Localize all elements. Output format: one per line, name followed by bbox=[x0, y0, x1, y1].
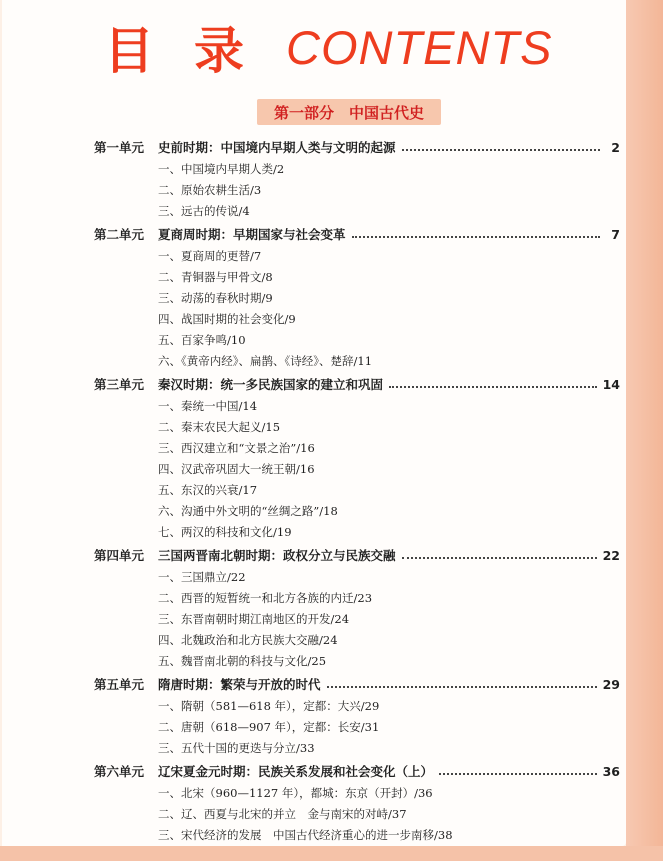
lesson-entry[interactable]: 三、宋代经济的发展 中国古代经济重心的进一步南移/38 bbox=[158, 828, 453, 842]
lesson-entry[interactable]: 二、辽、西夏与北宋的并立 金与南宋的对峙/37 bbox=[158, 807, 407, 821]
unit-heading[interactable] bbox=[94, 672, 620, 696]
table-of-contents bbox=[94, 135, 620, 846]
unit-title: 秦汉时期：统一多民族国家的建立和巩固 bbox=[158, 377, 384, 392]
unit-page-number: 7 bbox=[611, 226, 620, 242]
page-edge-bottom bbox=[0, 846, 663, 861]
unit-page-number: 2 bbox=[611, 139, 620, 155]
unit-label: 第五单元 bbox=[94, 677, 145, 692]
lesson-entry[interactable]: 三、五代十国的更迭与分立/33 bbox=[158, 741, 315, 755]
lesson-entry[interactable]: 一、北宋（960—1127 年），都城：东京（开封）/36 bbox=[158, 786, 433, 800]
title-english: CONTENTS bbox=[286, 20, 553, 74]
lesson-entry[interactable]: 六、沟通中外文明的“丝绸之路”/18 bbox=[158, 504, 338, 518]
unit-title: 辽宋夏金元时期：民族关系发展和社会变化（上） bbox=[158, 764, 434, 779]
lesson-entry[interactable]: 三、东晋南朝时期江南地区的开发/24 bbox=[158, 612, 350, 626]
unit-heading[interactable] bbox=[94, 372, 620, 396]
dot-leader bbox=[389, 386, 597, 388]
unit-heading[interactable] bbox=[94, 222, 620, 246]
lesson-entry[interactable]: 二、青铜器与甲骨文/8 bbox=[158, 270, 273, 284]
dot-leader bbox=[439, 773, 597, 775]
unit-page-number: 22 bbox=[602, 547, 620, 563]
dot-leader bbox=[402, 557, 597, 559]
lesson-entry[interactable]: 二、原始农耕生活/3 bbox=[158, 183, 262, 197]
unit-heading[interactable] bbox=[94, 759, 620, 783]
lesson-entry[interactable]: 四、战国时期的社会变化/9 bbox=[158, 312, 296, 326]
lesson-entry[interactable]: 四、北魏政治和北方民族大交融/24 bbox=[158, 633, 338, 647]
unit-label: 第一单元 bbox=[94, 140, 145, 155]
unit-page-number: 14 bbox=[602, 376, 620, 392]
unit-title: 三国两晋南北朝时期：政权分立与民族交融 bbox=[158, 548, 396, 563]
dot-leader bbox=[327, 686, 597, 688]
unit-page-number: 36 bbox=[602, 763, 620, 779]
lesson-entry[interactable]: 五、百家争鸣/10 bbox=[158, 333, 246, 347]
unit-heading[interactable] bbox=[94, 135, 620, 159]
lesson-entry[interactable]: 一、秦统一中国/14 bbox=[158, 399, 258, 413]
page-title bbox=[104, 16, 553, 78]
unit-title: 隋唐时期：繁荣与开放的时代 bbox=[158, 677, 321, 692]
dot-leader bbox=[402, 149, 600, 151]
unit-heading[interactable] bbox=[94, 543, 620, 567]
unit-title: 史前时期：中国境内早期人类与文明的起源 bbox=[158, 140, 396, 155]
lesson-entry[interactable]: 六、《黄帝内经》、扁鹊、《诗经》、楚辞/11 bbox=[158, 354, 373, 368]
lesson-entry[interactable]: 二、西晋的短暂统一和北方各族的内迁/23 bbox=[158, 591, 373, 605]
lesson-entry[interactable]: 一、中国境内早期人类/2 bbox=[158, 162, 285, 176]
lesson-entry[interactable]: 二、秦末农民大起义/15 bbox=[158, 420, 281, 434]
lesson-entry[interactable]: 三、远古的传说/4 bbox=[158, 204, 250, 218]
unit-label: 第二单元 bbox=[94, 227, 145, 242]
part-heading: 第一部分 中国古代史 bbox=[257, 99, 441, 125]
lesson-entry[interactable]: 七、两汉的科技和文化/19 bbox=[158, 525, 292, 539]
unit-label: 第四单元 bbox=[94, 548, 145, 563]
lesson-entry[interactable]: 二、唐朝（618—907 年），定都：长安/31 bbox=[158, 720, 380, 734]
unit-label: 第三单元 bbox=[94, 377, 145, 392]
lesson-entry[interactable]: 三、动荡的春秋时期/9 bbox=[158, 291, 273, 305]
unit-label: 第六单元 bbox=[94, 764, 145, 779]
page-edge-right bbox=[626, 0, 663, 861]
lesson-entry[interactable]: 五、魏晋南北朝的科技与文化/25 bbox=[158, 654, 327, 668]
lesson-entry[interactable]: 一、三国鼎立/22 bbox=[158, 570, 246, 584]
lesson-entry[interactable]: 一、隋朝（581—618 年），定都：大兴/29 bbox=[158, 699, 380, 713]
lesson-entry[interactable]: 四、汉武帝巩固大一统王朝/16 bbox=[158, 462, 315, 476]
dot-leader bbox=[352, 236, 600, 238]
title-chinese: 目录 bbox=[104, 22, 284, 80]
lesson-entry[interactable]: 一、夏商周的更替/7 bbox=[158, 249, 262, 263]
unit-title: 夏商周时期：早期国家与社会变革 bbox=[158, 227, 346, 242]
unit-page-number: 29 bbox=[602, 676, 620, 692]
lesson-entry[interactable]: 三、西汉建立和“文景之治”/16 bbox=[158, 441, 315, 455]
lesson-entry[interactable]: 五、东汉的兴衰/17 bbox=[158, 483, 258, 497]
